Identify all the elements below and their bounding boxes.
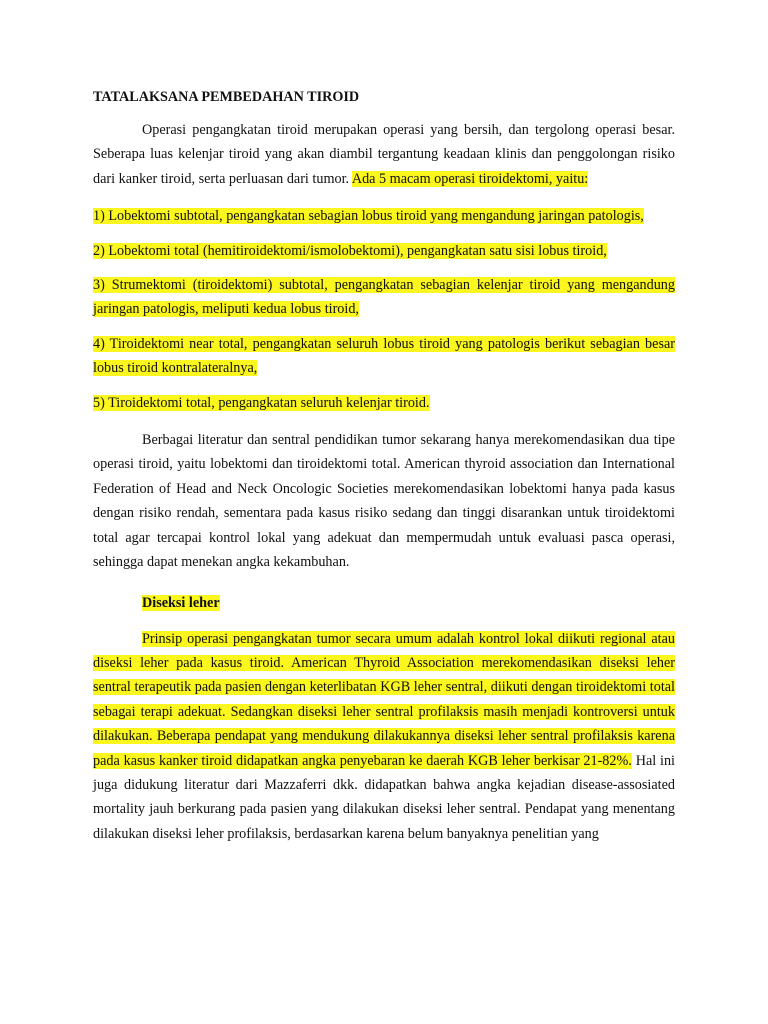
list-item-text: 1) Lobektomi subtotal, pengangkatan sebagian lobus tiroid yang mengandung jaringan patologis,	[93, 208, 644, 225]
list-item-text: 5) Tiroidektomi total, pengangkatan seluruh kelenjar tiroid.	[93, 394, 430, 411]
section-subheading	[142, 592, 675, 614]
intro-paragraph	[93, 118, 675, 191]
body-paragraph-3	[93, 627, 675, 847]
intro-text: Operasi pengangkatan tiroid merupakan operasi yang bersih, dan tergolong operasi besar. Seberapa luas kelenjar tiroid yang akan diambil tergantung keadaan klinis dan penggolongan risiko dari kanker tiroid, serta perluasan dari tumor.	[93, 122, 675, 187]
paragraph-3-text: Hal ini juga didukung literatur dari Mazzaferri dkk. didapatkan bahwa angka kejadian disease-assosiated mortality jauh berkurang pada pasien yang dilakukan diseksi leher sentral. Pendapat yang menentang dilakukan diseksi leher profilaksis, berdasarkan karena belum banyaknya penelitian yang	[93, 752, 675, 842]
list-item-2	[93, 239, 675, 263]
list-item-text: 2) Lobektomi total (hemitiroidektomi/ismolobektomi), pengangkatan satu sisi lobus tiroid,	[93, 242, 607, 259]
list-item-5	[93, 391, 675, 415]
list-item-text: 3) Strumektomi (tiroidektomi) subtotal, pengangkatan sebagian kelenjar tiroid yang mengandung jaringan patologis, meliputi kedua lobus tiroid,	[93, 277, 675, 318]
list-item-text: 4) Tiroidektomi near total, pengangkatan seluruh lobus tiroid yang patologis berikut sebagian besar lobus tiroid kontralateralnya,	[93, 335, 675, 377]
document-title: TATALAKSANA PEMBEDAHAN TIROID	[93, 89, 360, 105]
subheading-text: Diseksi leher	[142, 594, 220, 611]
list-item-4	[93, 332, 675, 381]
document-page	[93, 86, 675, 846]
list-item-3	[93, 273, 675, 322]
list-item-1	[93, 204, 675, 228]
intro-highlight-text: Ada 5 macam operasi tiroidektomi, yaitu:	[351, 170, 589, 187]
body-paragraph-2: Berbagai literatur dan sentral pendidikan tumor sekarang hanya merekomendasikan dua tipe operasi tiroid, yaitu lobektomi dan tiroidektomi total. American thyroid association dan International Federation of Head and Neck Oncologic Societies merekomendasikan lobektomi hanya pada kasus dengan risiko rendah, sementara pada kasus risiko sedang dan tinggi disarankan untuk tiroidektomi total agar tercapai kontrol lokal yang adekuat dan mempermudah untuk evaluasi pasca operasi, sehingga dapat menekan angka kekambuhan.	[93, 432, 675, 571]
paragraph-3-highlight-text: Prinsip operasi pengangkatan tumor secara umum adalah kontrol lokal diikuti regional atau diseksi leher pada kasus tiroid. American Thyroid Association merekomendasikan diseksi leher sentral terapeutik pada pasien dengan keterlibatan KGB leher sentral, diikuti dengan tiroidektomi total sebagai terapi adekuat. Sedangkan diseksi leher sentral profilaksis masih menjadi kontroversi untuk dilakukan. Beberapa pendapat yang mendukung dilakukannya diseksi leher sentral profilaksis karena pada kasus kanker tiroid didapatkan angka penyebaran ke daerah KGB leher berkisar 21-82%.	[93, 630, 675, 769]
